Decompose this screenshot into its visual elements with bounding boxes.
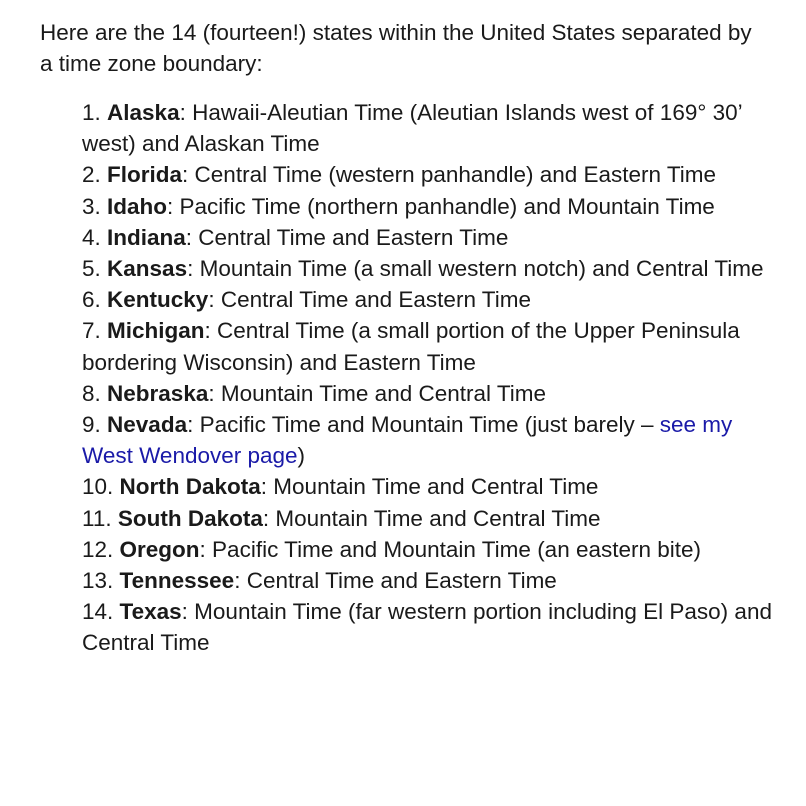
item-number: 10.: [82, 474, 120, 500]
state-description: : Central Time and Eastern Time: [208, 287, 531, 313]
state-description: : Mountain Time and Central Time: [260, 474, 599, 500]
state-name: Alaska: [107, 100, 180, 125]
state-list: [82, 97, 782, 659]
state-name: Oregon: [119, 536, 200, 562]
item-number: 2.: [82, 162, 108, 188]
list-item-north-dakota: [82, 471, 782, 502]
state-name: Nevada: [107, 412, 188, 438]
list-item-south-dakota: [82, 503, 782, 534]
state-description: : Central Time and Eastern Time: [234, 568, 557, 594]
list-item-idaho: [82, 191, 782, 222]
item-number: 4.: [82, 224, 108, 250]
state-description: : Hawaii-Aleutian Time (Aleutian Islands west of 169° 30’ west) and Alaskan Time: [82, 100, 742, 157]
state-description: : Mountain Time and Central Time: [208, 380, 547, 406]
state-name: Kansas: [107, 256, 188, 282]
item-number: 8.: [82, 380, 108, 406]
item-number: 11.: [82, 505, 118, 531]
list-item-indiana: [82, 222, 782, 253]
state-description: : Central Time (a small portion of the Upper Peninsula bordering Wisconsin) and Eastern Time: [82, 318, 740, 375]
list-item-nebraska: [82, 378, 782, 409]
item-number: 6.: [82, 287, 108, 313]
state-name: Nebraska: [107, 380, 209, 406]
item-number: 12.: [82, 536, 120, 562]
state-name: Idaho: [107, 193, 168, 219]
state-name: South Dakota: [117, 505, 263, 531]
item-number: 14.: [82, 599, 120, 625]
list-item-kentucky: [82, 284, 782, 315]
state-description: : Central Time (western panhandle) and Eastern Time: [182, 162, 717, 188]
item-number: 5.: [82, 256, 108, 282]
intro-paragraph: Here are the 14 (fourteen!) states within the United States separated by a time zone boundary:: [40, 20, 752, 76]
list-item-kansas: [82, 253, 782, 284]
state-description: : Mountain Time (a small western notch) and Central Time: [187, 256, 764, 282]
list-item-florida: [82, 159, 782, 190]
state-description: : Pacific Time and Mountain Time (an eastern bite): [199, 536, 702, 562]
list-item-oregon: [82, 534, 782, 565]
state-description: : Mountain Time and Central Time: [262, 505, 601, 531]
item-number: 1.: [82, 100, 108, 125]
item-number: 3.: [82, 193, 108, 219]
state-name: North Dakota: [119, 474, 261, 500]
state-description: : Pacific Time and Mountain Time (just barely –: [187, 412, 660, 438]
list-item-nevada: [82, 409, 782, 471]
item-number: 7.: [82, 318, 108, 344]
item-number: 9.: [82, 412, 108, 438]
state-description: : Pacific Time (northern panhandle) and Mountain Time: [167, 193, 715, 219]
state-description: : Central Time and Eastern Time: [185, 224, 509, 250]
item-number: 13.: [82, 568, 120, 594]
state-name: Tennessee: [119, 568, 235, 594]
list-item-texas: [82, 596, 782, 658]
list-item-tennessee: [82, 565, 782, 596]
state-name: Texas: [119, 599, 182, 625]
state-description-end: ): [297, 443, 306, 469]
list-item-michigan: [82, 315, 782, 377]
state-name: Florida: [107, 162, 183, 188]
list-item-alaska: [82, 97, 782, 159]
state-name: Michigan: [107, 318, 205, 344]
state-name: Indiana: [107, 224, 186, 250]
state-name: Kentucky: [107, 287, 209, 313]
state-description: : Mountain Time (far western portion including El Paso) and Central Time: [82, 599, 772, 656]
west-wendover-link[interactable]: see my West Wendover page: [82, 412, 733, 469]
